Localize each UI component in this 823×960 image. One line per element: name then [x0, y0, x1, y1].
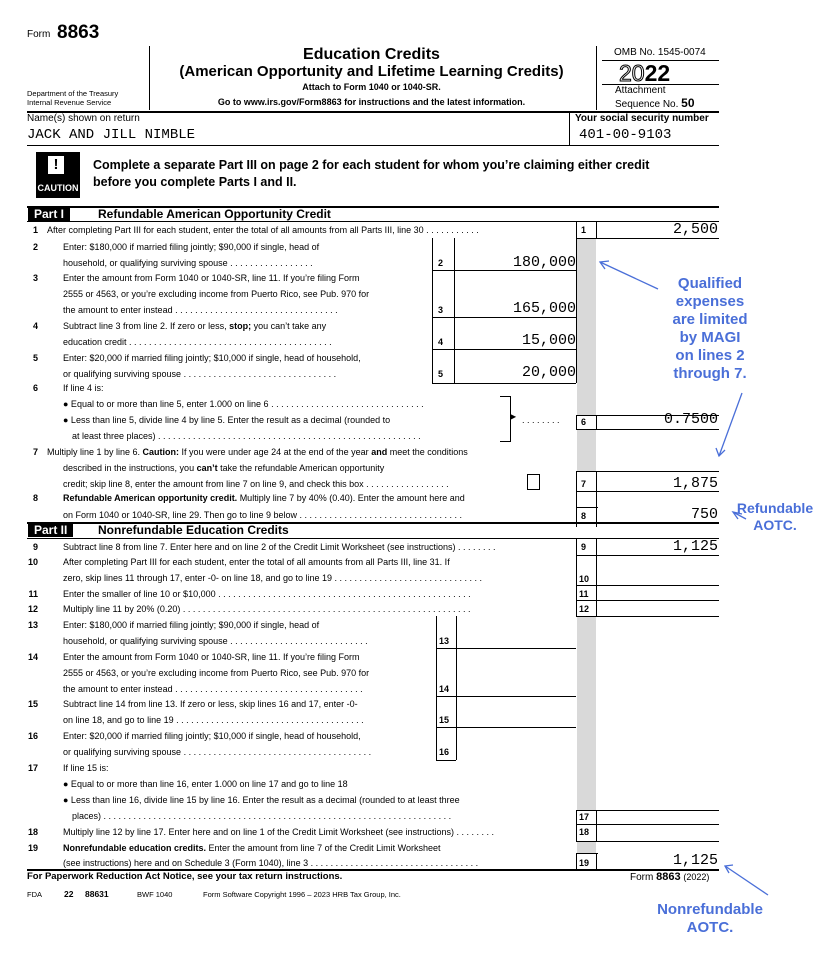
footer-code1: 22 — [64, 889, 74, 899]
attachment-label: Attachment — [615, 85, 666, 96]
caution-text-2: before you complete Parts I and II. — [93, 175, 297, 189]
part2-title: Nonrefundable Education Credits — [98, 523, 289, 537]
footer-fda: FDA — [27, 890, 42, 899]
footer-code2: 88631 — [85, 889, 109, 899]
ssn-label: Your social security number — [575, 113, 709, 124]
brace-arrow-icon: ▶ — [510, 412, 517, 421]
form-title: Education Credits — [303, 46, 440, 63]
footer-form-id: Form 8863 (2022) — [630, 871, 710, 883]
line-19-amount[interactable]: 1,125 — [672, 852, 718, 869]
taxpayer-name[interactable]: JACK AND JILL NIMBLE — [27, 127, 196, 143]
form-word: Form — [27, 29, 51, 40]
part2-label: Part II — [28, 523, 73, 537]
dept-line2: Internal Revenue Service — [27, 98, 112, 107]
part1-label: Part I — [28, 207, 70, 221]
footer-bwf: BWF 1040 — [137, 890, 173, 899]
line-7-amount[interactable]: 1,875 — [672, 475, 718, 492]
sequence-label: Sequence No. 50 — [615, 96, 695, 110]
line-3-amount[interactable]: 165,000 — [512, 300, 576, 317]
line-4-amount[interactable]: 15,000 — [521, 332, 576, 349]
form-number: 8863 — [57, 22, 100, 43]
omb-number: OMB No. 1545-0074 — [614, 47, 706, 58]
tax-year-prefix: 20 — [619, 60, 645, 86]
line-5-amount[interactable]: 20,000 — [521, 364, 576, 381]
line-8-amount[interactable]: 750 — [690, 506, 718, 523]
arrow-to-line-19 — [725, 866, 768, 895]
caution-icon: ! CAUTION — [36, 152, 80, 198]
annotation-refundable-aotc: Refundable AOTC. — [736, 500, 814, 533]
line-2-amount[interactable]: 180,000 — [512, 254, 576, 271]
arrow-to-line-7 — [719, 393, 742, 456]
tax-year-suffix: 22 — [644, 60, 671, 86]
line-1-amount[interactable]: 2,500 — [672, 221, 718, 238]
footer-copyright: Form Software Copyright 1996 – 2023 HRB Tax Group, Inc. — [203, 890, 401, 899]
dept-line1: Department of the Treasury — [27, 89, 119, 98]
pra-notice: For Paperwork Reduction Act Notice, see your tax return instructions. — [27, 871, 343, 882]
caution-text-1: Complete a separate Part III on page 2 for each student for whom you’re claiming either credit — [93, 158, 650, 172]
arrow-to-line-2 — [600, 262, 658, 289]
ssn-value[interactable]: 401-00-9103 — [579, 127, 672, 143]
part1-title: Refundable American Opportunity Credit — [98, 207, 331, 221]
goto-link[interactable]: Go to www.irs.gov/Form8863 for instructions and the latest information. — [217, 97, 526, 107]
annotation-nonrefundable-aotc: Nonrefundable AOTC. — [657, 901, 763, 936]
line-6-amount[interactable]: 0.7500 — [663, 411, 718, 428]
line-9-amount[interactable]: 1,125 — [672, 538, 718, 555]
form-subtitle: (American Opportunity and Lifetime Learning Credits) — [179, 63, 564, 80]
name-label: Name(s) shown on return — [27, 113, 140, 124]
attach-text: Attach to Form 1040 or 1040-SR. — [302, 82, 441, 92]
annotation-qualified-expenses: Qualified expenses are limited by MAGI on lines 2 through 7. — [672, 275, 748, 382]
line-1-text: After completing Part III for each student, enter the total of all amounts from all Parts III, line 30 . . . . . . . . . . . — [47, 225, 479, 235]
